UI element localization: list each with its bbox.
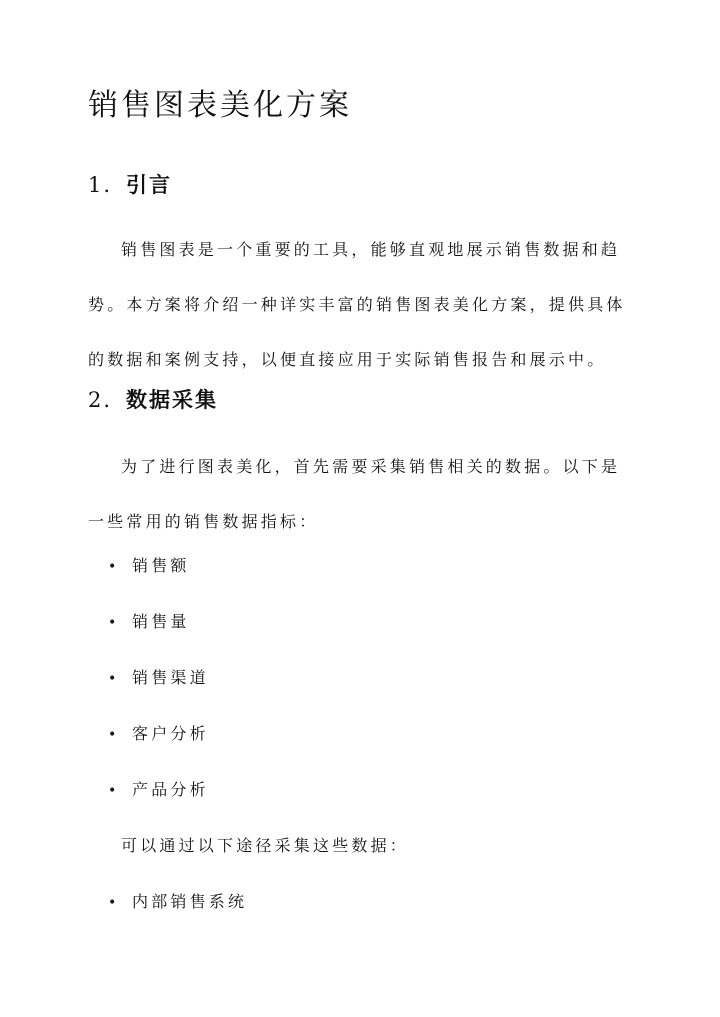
section-title: 引言 xyxy=(126,172,172,197)
list-item xyxy=(108,719,209,750)
list-item xyxy=(108,607,190,638)
list-item xyxy=(108,775,209,806)
introduction-paragraph: 销售图表是一个重要的工具，能够直观地展示销售数据和趋势。本方案将介绍一种详实丰富的销售图表美化方案，提供具体的数据和案例支持，以便直接应用于实际销售报告和展示中。 xyxy=(88,240,626,369)
bullet-icon: • xyxy=(108,727,117,743)
list-item-label: 内部销售系统 xyxy=(132,892,248,911)
list-item-label: 销售量 xyxy=(132,612,190,631)
list-item-label: 客户分析 xyxy=(132,724,209,743)
list-item xyxy=(108,887,247,918)
bullet-icon: • xyxy=(108,783,117,799)
section-number: 1. xyxy=(88,173,113,197)
list-item-label: 销售额 xyxy=(132,556,190,575)
bullet-icon: • xyxy=(108,615,117,631)
sources-intro-text: 可以通过以下途径采集这些数据： xyxy=(121,836,410,855)
data-collection-paragraph: 为了进行图表美化，首先需要采集销售相关的数据。以下是一些常用的销售数据指标： xyxy=(88,457,621,531)
bullet-icon: • xyxy=(108,671,117,687)
document-title: 销售图表美化方案 xyxy=(88,88,352,123)
section-title: 数据采集 xyxy=(126,387,218,412)
list-item-label: 产品分析 xyxy=(132,780,209,799)
section-heading-introduction xyxy=(88,170,172,200)
section-heading-data-collection xyxy=(88,385,218,415)
list-item xyxy=(108,663,209,694)
bullet-icon: • xyxy=(108,895,117,911)
list-item xyxy=(108,551,190,582)
list-item-label: 销售渠道 xyxy=(132,668,209,687)
section-number: 2. xyxy=(88,388,113,412)
bullet-icon: • xyxy=(108,559,117,575)
